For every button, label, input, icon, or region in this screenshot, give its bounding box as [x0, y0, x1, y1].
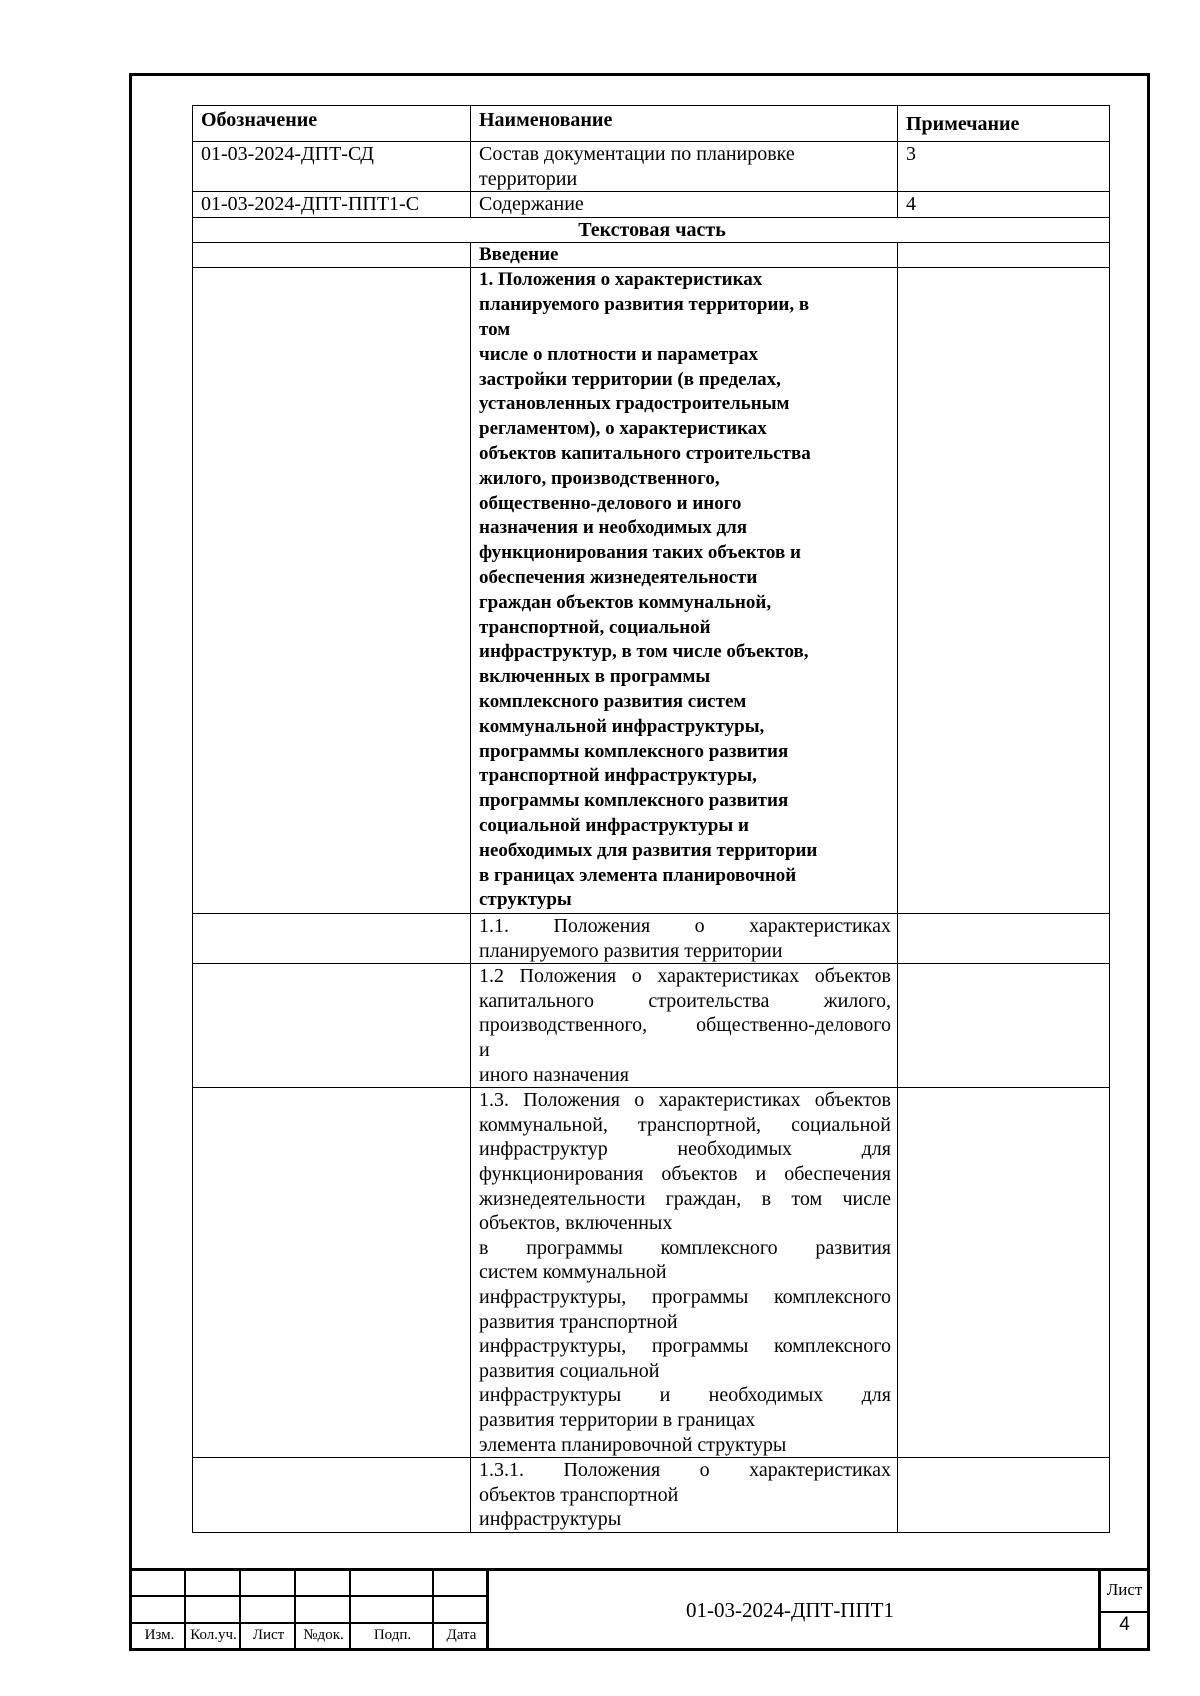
text-line: транспортной, социальной	[479, 616, 711, 638]
text-line: в границах элемента планировочной	[479, 864, 797, 886]
table-row	[193, 1458, 1110, 1533]
row-designation	[193, 243, 471, 268]
text-line: жизнедеятельности граждан, в том числе	[479, 1187, 891, 1210]
text-line: инфраструктуры	[479, 1508, 622, 1531]
row-note	[898, 1458, 1110, 1533]
row-name-line: Содержание	[479, 193, 584, 216]
text-line: 1.2 Положения о характеристиках объектов	[479, 965, 891, 988]
item-1-3-1-title	[471, 1458, 898, 1533]
header-designation: Обозначение	[193, 106, 471, 142]
header-note: Примечание	[898, 106, 1110, 142]
text-line: функционирования таких объектов и	[479, 542, 801, 564]
text-line: развития территории в границах	[479, 1408, 756, 1431]
item-1-2-title	[471, 964, 898, 1088]
table-row	[193, 243, 1110, 268]
text-line: структуры	[479, 889, 572, 911]
table-row	[193, 914, 1110, 964]
text-line: граждан объектов коммунальной,	[479, 591, 772, 613]
text-line: инфраструктуры, программы комплексного	[479, 1335, 891, 1358]
stamp-col-date: Дата	[446, 1627, 477, 1643]
stamp-col-signature: Подп.	[373, 1627, 412, 1643]
text-line: регламентом), о характеристиках	[479, 418, 767, 440]
text-line: необходимых для развития территории	[479, 839, 818, 861]
item-1-3-title	[471, 1088, 898, 1458]
text-line: и	[479, 1039, 490, 1062]
table-row	[193, 964, 1110, 1088]
row-name-line: территории	[479, 167, 578, 190]
text-line: 1.3.1. Положения о характеристиках	[479, 1459, 891, 1482]
text-line: застройки территории (в пределах,	[479, 368, 781, 390]
row-designation	[193, 964, 471, 1088]
text-line: систем коммунальной	[479, 1261, 667, 1284]
text-line: объектов капитального строительства	[479, 442, 811, 464]
intro-title: Введение	[471, 243, 898, 268]
table-row	[193, 142, 1110, 192]
table-header-row	[193, 106, 1110, 142]
row-name	[471, 192, 898, 218]
table-row	[193, 192, 1110, 218]
row-note	[898, 243, 1110, 268]
item-1-title	[471, 268, 898, 914]
document-code: 01-03-2024-ДПТ-ППТ1	[686, 1598, 894, 1622]
text-line: развития транспортной	[479, 1310, 678, 1333]
item-1-1-title	[471, 914, 898, 964]
stamp-col-docnum: №док.	[303, 1627, 344, 1643]
row-note	[898, 1088, 1110, 1458]
text-line: включенных в программы	[479, 666, 711, 688]
text-line: числе о плотности и параметрах	[479, 343, 759, 365]
text-line: том	[479, 318, 511, 340]
text-line: инфраструктуры и необходимых для	[479, 1384, 891, 1407]
row-name-line: Состав документации по планировке	[479, 143, 795, 165]
text-line: инфраструктур необходимых для	[479, 1138, 891, 1161]
text-line: капитального строительства жилого,	[479, 989, 891, 1012]
text-line: в программы комплексного развития	[479, 1236, 891, 1259]
row-designation	[193, 914, 471, 964]
row-designation: 01-03-2024-ДПТ-ППТ1-С	[193, 192, 471, 218]
text-line: программы комплексного развития	[479, 790, 789, 812]
table-row	[193, 1088, 1110, 1458]
text-line: элемента планировочной структуры	[479, 1433, 787, 1456]
header-name: Наименование	[471, 106, 898, 142]
text-line: объектов, включенных	[479, 1212, 673, 1235]
text-line: 1.1. Положения о характеристиках	[479, 915, 891, 938]
text-line: планируемого развития территории	[479, 939, 783, 962]
text-line: 1. Положения о характеристиках	[479, 269, 763, 291]
row-name	[471, 142, 898, 192]
contents-table	[192, 105, 1110, 1533]
text-line: иного назначения	[479, 1063, 629, 1086]
text-line: комплексного развития систем	[479, 690, 747, 712]
stamp-col-count: Кол.уч.	[190, 1627, 237, 1643]
row-note: 3	[898, 142, 1110, 192]
sheet-label: Лист	[1106, 1580, 1143, 1599]
stamp-col-sheet: Лист	[252, 1627, 285, 1643]
row-note	[898, 964, 1110, 1088]
text-line: программы комплексного развития	[479, 740, 789, 762]
text-line: объектов транспортной	[479, 1483, 679, 1506]
text-line: функционирования объектов и обеспечения	[479, 1163, 891, 1186]
text-line: планируемого развития территории, в	[479, 294, 810, 316]
text-line: обеспечения жизнедеятельности	[479, 566, 758, 588]
stamp-col-change: Изм.	[144, 1627, 175, 1643]
sheet-number: 4	[1119, 1614, 1130, 1635]
row-designation	[193, 1458, 471, 1533]
text-line: 1.3. Положения о характеристиках объектов	[479, 1089, 891, 1112]
text-line: коммунальной, транспортной, социальной	[479, 1113, 891, 1136]
row-designation	[193, 1088, 471, 1458]
text-line: назначения и необходимых для	[479, 517, 748, 539]
text-line: жилого, производственного,	[479, 467, 720, 489]
text-line: установленных градостроительным	[479, 393, 790, 415]
row-note	[898, 914, 1110, 964]
row-note: 4	[898, 192, 1110, 218]
text-line: инфраструктур, в том числе объектов,	[479, 641, 809, 663]
text-line: производственного, общественно-делового	[479, 1014, 891, 1037]
row-note	[898, 268, 1110, 914]
section-row	[193, 217, 1110, 243]
section-title: Текстовая часть	[193, 217, 1110, 243]
row-designation: 01-03-2024-ДПТ-СД	[193, 142, 471, 192]
row-designation	[193, 268, 471, 914]
table-row	[193, 268, 1110, 914]
text-line: коммунальной инфраструктуры,	[479, 715, 765, 737]
text-line: социальной инфраструктуры и	[479, 814, 749, 836]
text-line: транспортной инфраструктуры,	[479, 765, 757, 787]
text-line: развития социальной	[479, 1359, 660, 1382]
text-line: общественно-делового и иного	[479, 492, 742, 514]
text-line: инфраструктуры, программы комплексного	[479, 1286, 891, 1308]
